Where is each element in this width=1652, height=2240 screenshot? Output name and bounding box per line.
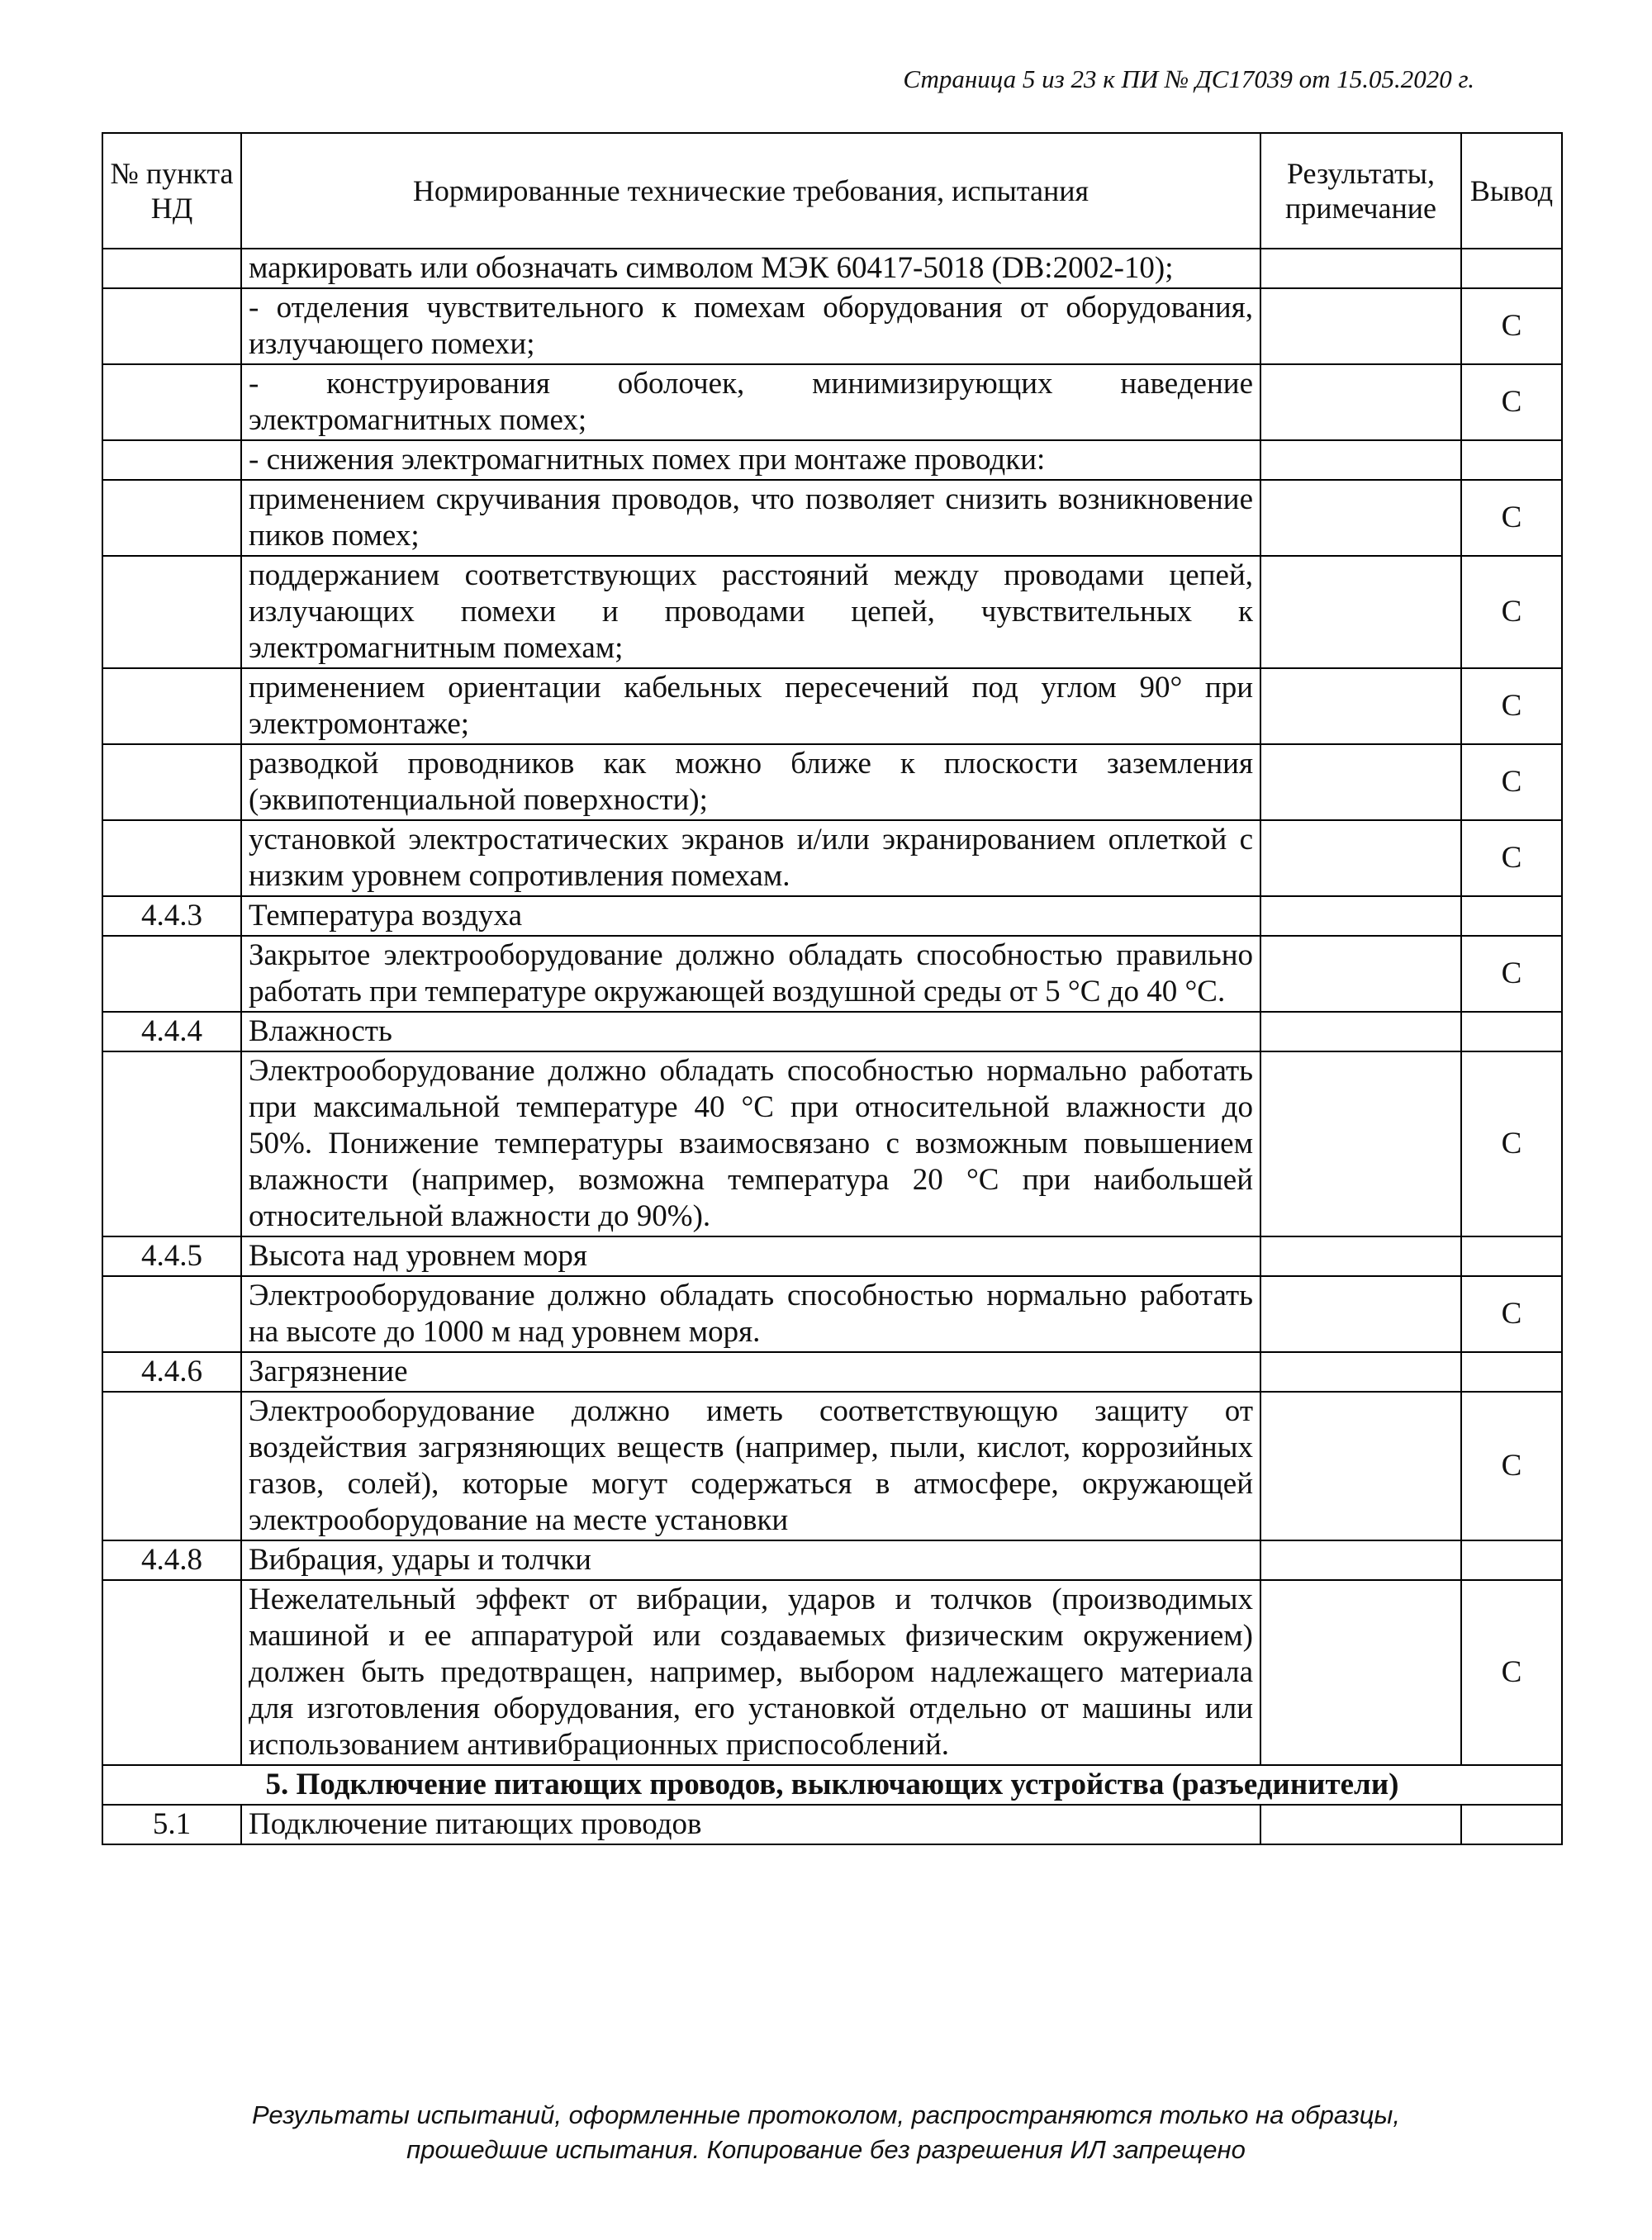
requirement-cell: Закрытое электрооборудование должно обладать способностью правильно работать при температуре окружающей воздушной среды от 5 °С до 40 °С.	[241, 936, 1260, 1012]
table-row	[102, 1580, 1562, 1765]
verdict-cell: С	[1461, 480, 1562, 556]
column-header-results: Результаты, примечание	[1260, 133, 1461, 249]
clause-number-cell: 4.4.6	[102, 1352, 241, 1392]
table-body	[102, 249, 1562, 1844]
result-cell	[1260, 744, 1461, 820]
clause-number-cell	[102, 1276, 241, 1352]
column-header-clause: № пункта НД	[102, 133, 241, 249]
clause-number-cell	[102, 936, 241, 1012]
requirement-cell: Электрооборудование должно иметь соответствующую защиту от воздействия загрязняющих веществ (например, пыли, кислот, коррозийных газов, солей), которые могут содержаться в атмосфере, окружающей электрооборудование на месте установки	[241, 1392, 1260, 1540]
result-cell	[1260, 820, 1461, 896]
clause-number-cell	[102, 744, 241, 820]
verdict-cell: С	[1461, 364, 1562, 440]
result-cell	[1260, 556, 1461, 668]
result-cell	[1260, 1580, 1461, 1765]
result-cell	[1260, 480, 1461, 556]
verdict-cell: С	[1461, 820, 1562, 896]
requirement-cell: Вибрация, удары и толчки	[241, 1540, 1260, 1580]
requirement-cell: Электрооборудование должно обладать способностью нормально работать при максимальной температуре 40 °С при относительной влажности до 50%. Понижение температуры взаимосвязано с возможным повышением влажности (например, возможна температура 20 °С при наибольшей относительной влажности до 90%).	[241, 1051, 1260, 1236]
verdict-cell: С	[1461, 288, 1562, 364]
section-heading: 5. Подключение питающих проводов, выключающих устройства (разъединители)	[102, 1765, 1562, 1805]
verdict-cell	[1461, 440, 1562, 480]
table-row	[102, 249, 1562, 288]
result-cell	[1260, 1051, 1461, 1236]
table-row	[102, 364, 1562, 440]
requirement-cell: Температура воздуха	[241, 896, 1260, 936]
clause-number-cell	[102, 556, 241, 668]
table-row	[102, 288, 1562, 364]
result-cell	[1260, 249, 1461, 288]
requirement-cell: Подключение питающих проводов	[241, 1805, 1260, 1844]
requirement-cell: Нежелательный эффект от вибрации, ударов и толчков (производимых машиной и ее аппаратурой или создаваемых физическим окружением) должен быть предотвращен, например, выбором надлежащего материала для изготовления оборудования, его установкой отдельно от машины или использованием антивибрационных приспособлений.	[241, 1580, 1260, 1765]
clause-number-cell	[102, 1392, 241, 1540]
requirement-cell: - конструирования оболочек, минимизирующих наведение электромагнитных помех;	[241, 364, 1260, 440]
requirement-cell: Высота над уровнем моря	[241, 1236, 1260, 1276]
verdict-cell: С	[1461, 1392, 1562, 1540]
table-row	[102, 1051, 1562, 1236]
table-row	[102, 668, 1562, 744]
verdict-cell	[1461, 1352, 1562, 1392]
table-row	[102, 1805, 1562, 1844]
result-cell	[1260, 1352, 1461, 1392]
verdict-cell: С	[1461, 1580, 1562, 1765]
clause-number-cell: 4.4.8	[102, 1540, 241, 1580]
table-row	[102, 936, 1562, 1012]
column-header-verdict: Вывод	[1461, 133, 1562, 249]
footer-line-1: Результаты испытаний, оформленные протоколом, распространяются только на образцы,	[252, 2100, 1400, 2129]
result-cell	[1260, 1805, 1461, 1844]
clause-number-cell	[102, 440, 241, 480]
result-cell	[1260, 1236, 1461, 1276]
result-cell	[1260, 1276, 1461, 1352]
column-header-requirements: Нормированные технические требования, испытания	[241, 133, 1260, 249]
verdict-cell	[1461, 1540, 1562, 1580]
verdict-cell	[1461, 1012, 1562, 1051]
verdict-cell	[1461, 896, 1562, 936]
requirement-cell: установкой электростатических экранов и/или экранированием оплеткой с низким уровнем сопротивления помехам.	[241, 820, 1260, 896]
verdict-cell	[1461, 1236, 1562, 1276]
table-row	[102, 480, 1562, 556]
result-cell	[1260, 1012, 1461, 1051]
clause-number-cell	[102, 364, 241, 440]
table-row	[102, 744, 1562, 820]
table-header-row	[102, 133, 1562, 249]
table-row	[102, 1352, 1562, 1392]
result-cell	[1260, 936, 1461, 1012]
table-row	[102, 1012, 1562, 1051]
result-cell	[1260, 896, 1461, 936]
result-cell	[1260, 1540, 1461, 1580]
result-cell	[1260, 668, 1461, 744]
footer-line-2: прошедшие испытания. Копирование без разрешения ИЛ запрещено	[406, 2135, 1246, 2164]
requirement-cell: применением ориентации кабельных пересечений под углом 90° при электромонтаже;	[241, 668, 1260, 744]
result-cell	[1260, 364, 1461, 440]
table-row	[102, 820, 1562, 896]
table-row	[102, 1392, 1562, 1540]
verdict-cell: С	[1461, 1276, 1562, 1352]
requirements-table	[102, 132, 1563, 1845]
verdict-cell	[1461, 249, 1562, 288]
verdict-cell: С	[1461, 668, 1562, 744]
footer-disclaimer	[0, 2098, 1652, 2167]
section-heading-row	[102, 1765, 1562, 1805]
clause-number-cell: 4.4.3	[102, 896, 241, 936]
table-row	[102, 1540, 1562, 1580]
verdict-cell	[1461, 1805, 1562, 1844]
requirement-cell: разводкой проводников как можно ближе к плоскости заземления (эквипотенциальной поверхности);	[241, 744, 1260, 820]
page-header: Страница 5 из 23 к ПИ № ДС17039 от 15.05.2020 г.	[903, 64, 1474, 93]
verdict-cell: С	[1461, 556, 1562, 668]
clause-number-cell	[102, 249, 241, 288]
result-cell	[1260, 440, 1461, 480]
clause-number-cell	[102, 480, 241, 556]
clause-number-cell	[102, 288, 241, 364]
clause-number-cell: 4.4.4	[102, 1012, 241, 1051]
requirement-cell: - отделения чувствительного к помехам оборудования от оборудования, излучающего помехи;	[241, 288, 1260, 364]
clause-number-cell: 4.4.5	[102, 1236, 241, 1276]
requirement-cell: поддержанием соответствующих расстояний между проводами цепей, излучающих помехи и проводами цепей, чувствительных к электромагнитным помехам;	[241, 556, 1260, 668]
requirement-cell: Влажность	[241, 1012, 1260, 1051]
table-row	[102, 440, 1562, 480]
result-cell	[1260, 1392, 1461, 1540]
clause-number-cell	[102, 820, 241, 896]
table-row	[102, 1236, 1562, 1276]
verdict-cell: С	[1461, 1051, 1562, 1236]
clause-number-cell: 5.1	[102, 1805, 241, 1844]
requirement-cell: - снижения электромагнитных помех при монтаже проводки:	[241, 440, 1260, 480]
requirement-cell: маркировать или обозначать символом МЭК 60417-5018 (DB:2002-10);	[241, 249, 1260, 288]
verdict-cell: С	[1461, 936, 1562, 1012]
clause-number-cell	[102, 1051, 241, 1236]
clause-number-cell	[102, 1580, 241, 1765]
result-cell	[1260, 288, 1461, 364]
table-row	[102, 1276, 1562, 1352]
verdict-cell: С	[1461, 744, 1562, 820]
table-row	[102, 556, 1562, 668]
table-row	[102, 896, 1562, 936]
requirements-table-container	[102, 132, 1561, 1845]
requirement-cell: Электрооборудование должно обладать способностью нормально работать на высоте до 1000 м над уровнем моря.	[241, 1276, 1260, 1352]
requirement-cell: применением скручивания проводов, что позволяет снизить возникновение пиков помех;	[241, 480, 1260, 556]
clause-number-cell	[102, 668, 241, 744]
requirement-cell: Загрязнение	[241, 1352, 1260, 1392]
